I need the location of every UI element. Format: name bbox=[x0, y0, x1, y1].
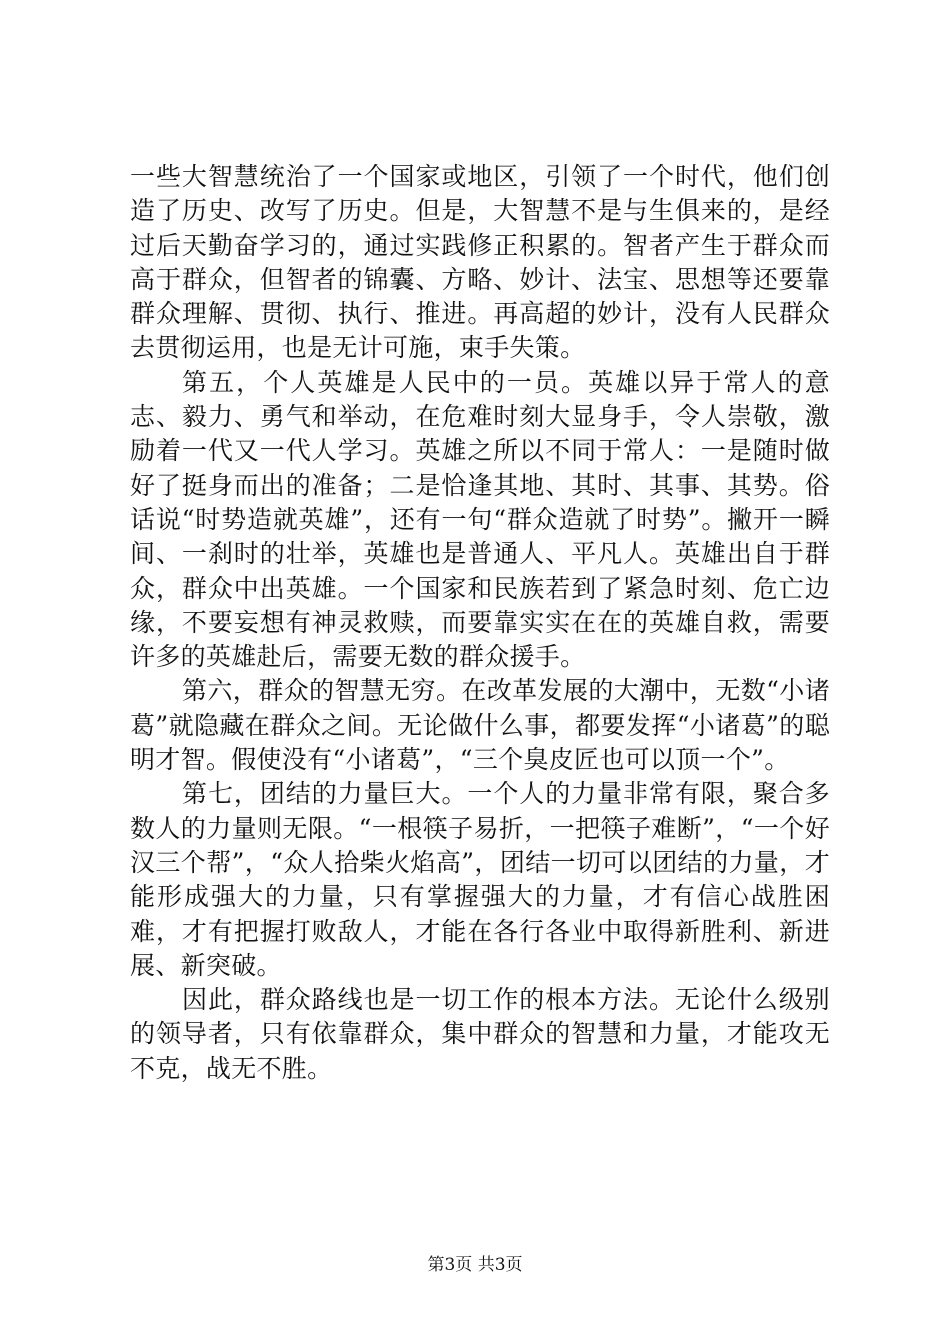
document-body bbox=[130, 160, 830, 1086]
page-number-label: 第3页 共3页 bbox=[427, 1255, 523, 1275]
paragraph-3: 第六，群众的智慧无穷。在改革发展的大潮中，无数“小诸葛”就隐藏在群众之间。无论做什么事，都要发挥“小诸葛”的聪明才智。假使没有“小诸葛”，“三个臭皮匠也可以顶一个”。 bbox=[130, 676, 830, 775]
page-footer bbox=[0, 1250, 950, 1275]
paragraph-1: 一些大智慧统治了一个国家或地区，引领了一个时代，他们创造了历史、改写了历史。但是，大智慧不是与生俱来的，是经过后天勤奋学习的，通过实践修正积累的。智者产生于群众而高于群众，但智者的锦囊、方略、妙计、法宝、思想等还要靠群众理解、贯彻、执行、推进。再高超的妙计，没有人民群众去贯彻运用，也是无计可施，束手失策。 bbox=[130, 162, 830, 363]
paragraph-5: 因此，群众路线也是一切工作的根本方法。无论什么级别的领导者，只有依靠群众，集中群众的智慧和力量，才能攻无不克，战无不胜。 bbox=[130, 985, 830, 1083]
paragraph-4: 第七，团结的力量巨大。一个人的力量非常有限，聚合多数人的力量则无限。“一根筷子易折，一把筷子难断”，“一个好汉三个帮”，“众人拾柴火焰高”，团结一切可以团结的力量，才能形成强大的力量，只有掌握强大的力量，才有信心战胜困难，才有把握打败敌人，才能在各行各业中取得新胜利、新进展、新突破。 bbox=[130, 779, 830, 980]
paragraph-2: 第五，个人英雄是人民中的一员。英雄以异于常人的意志、毅力、勇气和举动，在危难时刻大显身手，令人崇敬，激励着一代又一代人学习。英雄之所以不同于常人：一是随时做好了挺身而出的准备；二是恰逢其地、其时、其事、其势。俗话说“时势造就英雄”，还有一句“群众造就了时势”。撇开一瞬间、一刹时的壮举，英雄也是普通人、平凡人。英雄出自于群众，群众中出英雄。一个国家和民族若到了紧急时刻、危亡边缘，不要妄想有神灵救赎，而要靠实实在在的英雄自救，需要许多的英雄赴后，需要无数的群众援手。 bbox=[130, 367, 830, 672]
